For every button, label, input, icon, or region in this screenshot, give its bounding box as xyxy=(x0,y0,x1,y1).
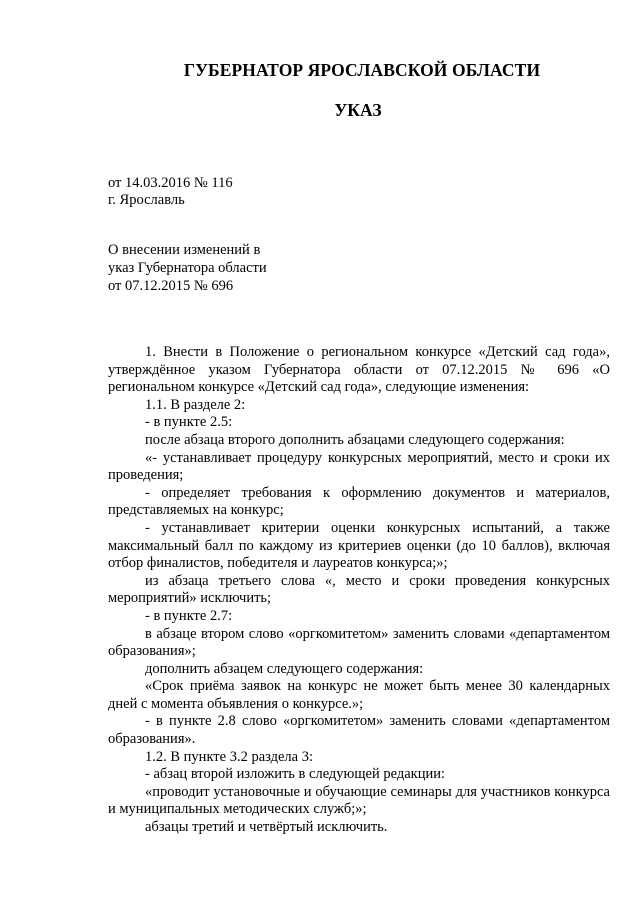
document-type-title: УКАЗ xyxy=(334,100,382,120)
paragraph: 1.1. В разделе 2: xyxy=(145,396,246,413)
document-issuer-title: ГУБЕРНАТОР ЯРОСЛАВСКОЙ ОБЛАСТИ xyxy=(183,60,541,80)
paragraph: после абзаца второго дополнить абзацами следующего содержания: xyxy=(145,431,565,448)
paragraph: «проводит установочные и обучающие семинары для участников конкурса и муниципальных методических служб;»; xyxy=(108,783,610,818)
paragraph: - устанавливает критерии оценки конкурсных испытаний, а также максимальный балл по каждому из критериев оценки (до 10 баллов), включая отбор финалистов, победителя и лауреатов конкурса;»; xyxy=(108,519,610,572)
paragraph: абзацы третий и четвёртый исключить. xyxy=(145,819,388,836)
subject-line: указ Губернатора области xyxy=(108,260,267,276)
paragraph: - в пункте 2.8 слово «оргкомитетом» заменить словами «департаментом образования». xyxy=(108,713,610,748)
paragraph: - определяет требования к оформлению документов и материалов, представляемых на конкурс; xyxy=(108,484,610,519)
document-subject xyxy=(108,241,267,295)
document-city: г. Ярославль xyxy=(108,192,185,208)
paragraph: в абзаце втором слово «оргкомитетом» заменить словами «департаментом образования»; xyxy=(108,625,610,660)
paragraph: - в пункте 2.7: xyxy=(145,607,233,624)
paragraph: «Срок приёма заявок на конкурс не может быть менее 30 календарных дней с момента объявления о конкурсе.»; xyxy=(108,678,610,712)
subject-line: О внесении изменений в xyxy=(108,242,261,258)
paragraph: из абзаца третьего слова «, место и сроки проведения конкурсных мероприятий» исключить; xyxy=(108,572,610,607)
document-date-number: от 14.03.2016 № 116 xyxy=(108,175,233,191)
subject-line: от 07.12.2015 № 696 xyxy=(108,278,234,294)
document-body xyxy=(108,344,610,837)
paragraph: «- устанавливает процедуру конкурсных мероприятий, место и сроки их проведения; xyxy=(108,449,610,484)
paragraph: дополнить абзацем следующего содержания: xyxy=(145,660,424,677)
paragraph: 1. Внести в Положение о региональном конкурсе «Детский сад года», утверждённое указом Губернатора области от 07.12.2015 № 696 «О региональном конкурсе «Детский сад года», следующие изменения: xyxy=(108,344,610,396)
paragraph: - в пункте 2.5: xyxy=(145,414,233,431)
paragraph: - абзац второй изложить в следующей редакции: xyxy=(145,766,446,783)
paragraph: 1.2. В пункте 3.2 раздела 3: xyxy=(145,748,313,765)
